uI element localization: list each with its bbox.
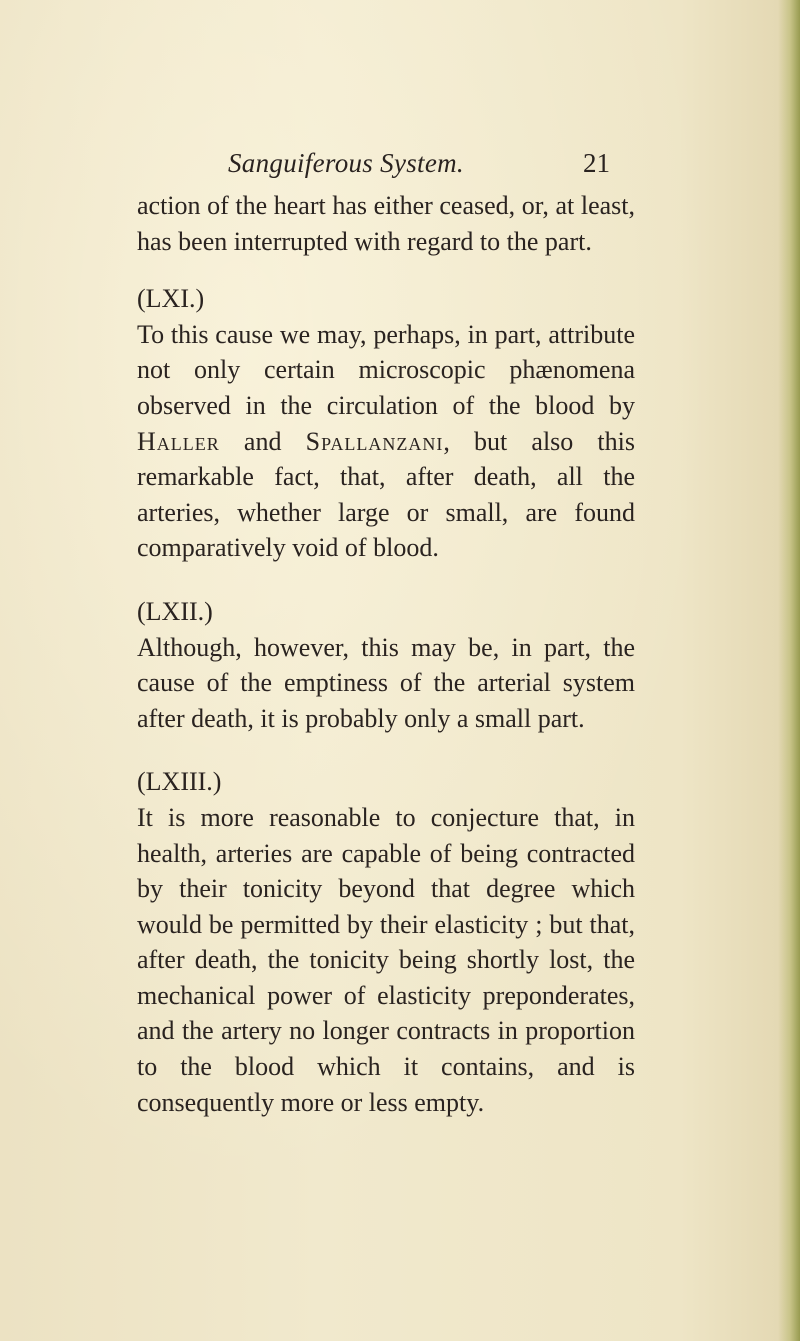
opening-paragraph: action of the heart has either ceased, or, at least, has been interrupted with regard to the part. <box>137 191 635 256</box>
section-number-lxii: (LXII.) <box>137 596 213 626</box>
page-number: 21 <box>583 148 610 178</box>
page-edge-shadow <box>778 0 800 1341</box>
section-lxi-text-after: , but also this remarkable fact, that, after death, all the arteries, whether large or small, are found comparatively void of blood. <box>137 426 635 563</box>
section-lxi-and: and <box>243 426 282 456</box>
section-lxii-paragraph: Although, however, this may be, in part, the cause of the emptiness of the arterial system after death, it is probably only a small part. <box>137 632 635 733</box>
section-number-lxi: (LXI.) <box>137 284 205 314</box>
section-lxi-text-before: To this cause we may, perhaps, in part, attribute not only certain microscopic phænomena observed in the circulation of the blood by <box>137 319 635 420</box>
section-lxiii-paragraph: It is more reasonable to conjecture that, in health, arteries are capable of being contracted by their tonicity beyond that degree which would be permitted by their elasticity ; but that, after death, the tonicity being shortly lost, the mechanical power of elasticity preponderates, and the artery no longer contracts in proportion to the blood which it contains, and is consequently more or less empty. <box>137 802 635 1117</box>
section-number-lxiii: (LXIII.) <box>137 767 222 797</box>
running-title: Sanguiferous System. <box>228 148 464 178</box>
page-header <box>0 148 800 182</box>
section-lxi-paragraph <box>137 317 635 566</box>
author-name-spallanzani: Spallanzani <box>305 426 444 456</box>
author-name-haller: Haller <box>137 426 220 456</box>
body-text <box>137 188 635 1120</box>
